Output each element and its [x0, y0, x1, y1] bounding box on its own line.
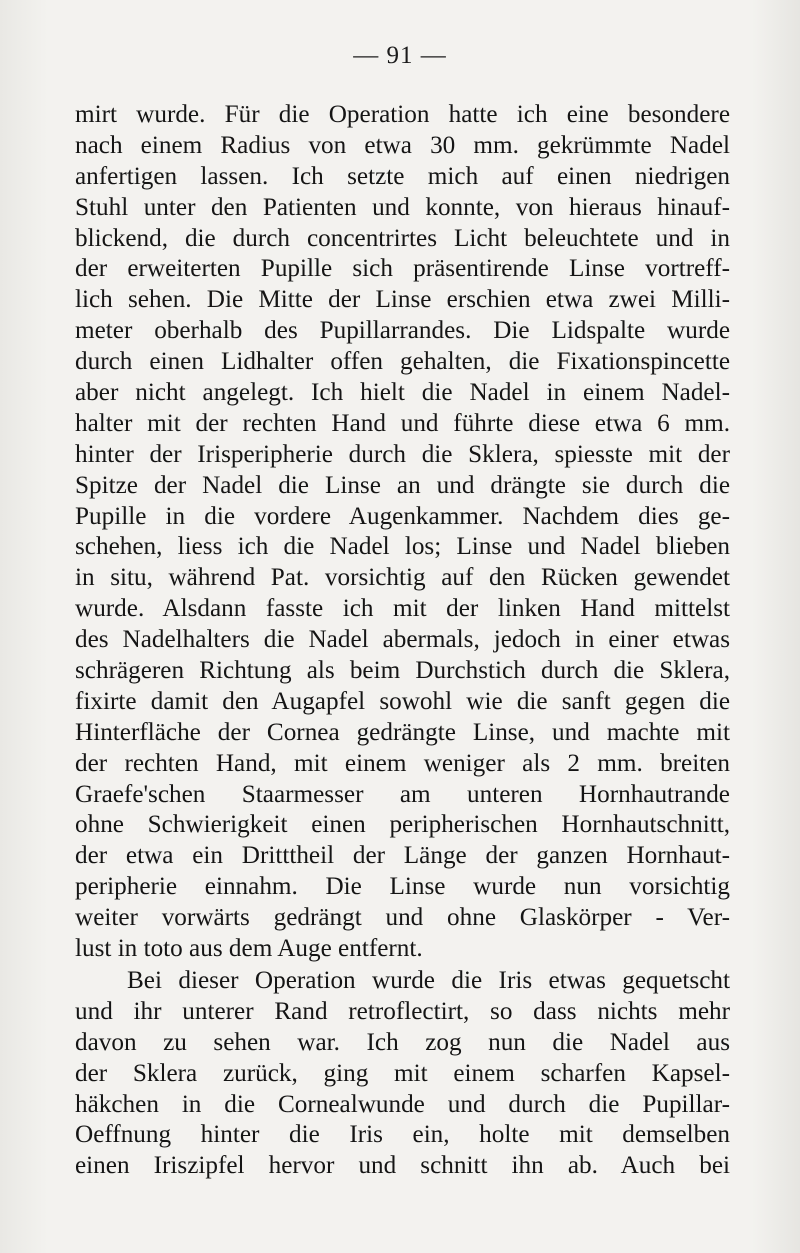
text-line: häkchen in die Cornealwunde und durch die Pupillar-	[75, 1090, 730, 1118]
text-line: Hinterfläche der Cornea gedrängte Linse, und machte mit	[75, 718, 730, 746]
text-line: in situ, während Pat. vorsichtig auf den Rücken gewendet	[75, 564, 730, 592]
text-line: durch einen Lidhalter offen gehalten, die Fixationspincette	[75, 348, 730, 376]
text-line: der erweiterten Pupille sich präsentirende Linse vortreff-	[75, 255, 730, 283]
text-line: peripherie einnahm. Die Linse wurde nun vorsichtig	[75, 873, 730, 901]
text-line: wurde. Alsdann fasste ich mit der linken Hand mittelst	[75, 595, 730, 623]
text-line: fixirte damit den Augapfel sowohl wie die sanft gegen die	[75, 687, 730, 715]
text-line: mirt wurde. Für die Operation hatte ich eine besondere	[75, 101, 730, 128]
text-line: einen Iriszipfel hervor und schnitt ihn ab. Auch bei	[75, 1152, 730, 1180]
text-line: schehen, liess ich die Nadel los; Linse und Nadel blieben	[75, 533, 730, 561]
text-line: ohne Schwierigkeit einen peripherischen Hornhautschnitt,	[75, 811, 730, 839]
text-line: nach einem Radius von etwa 30 mm. gekrümmte Nadel	[75, 131, 730, 159]
text-line: halter mit der rechten Hand und führte diese etwa 6 mm.	[75, 409, 730, 437]
text-line: anfertigen lassen. Ich setzte mich auf einen niedrigen	[75, 162, 730, 190]
text-line: Stuhl unter den Patienten und konnte, von hieraus hinauf-	[75, 193, 730, 221]
text-line: der rechten Hand, mit einem weniger als 2 mm. breiten	[75, 749, 730, 777]
text-line: Oeffnung hinter die Iris ein, holte mit demselben	[75, 1121, 730, 1149]
text-line: der Sklera zurück, ging mit einem scharfen Kapsel-	[75, 1059, 730, 1087]
paragraph-2	[75, 966, 730, 1182]
text-line: hinter der Irisperipherie durch die Sklera, spiesste mit der	[75, 440, 730, 468]
text-line: lich sehen. Die Mitte der Linse erschien etwa zwei Milli-	[75, 286, 730, 314]
body-text	[75, 100, 730, 1182]
text-line: aber nicht angelegt. Ich hielt die Nadel in einem Nadel-	[75, 379, 730, 407]
text-line: blickend, die durch concentrirtes Licht beleuchtete und in	[75, 224, 730, 252]
text-line: Bei dieser Operation wurde die Iris etwas gequetscht	[127, 966, 730, 994]
text-line: davon zu sehen war. Ich zog nun die Nadel aus	[75, 1028, 730, 1056]
text-line: weiter vorwärts gedrängt und ohne Glaskörper - Ver-	[75, 904, 730, 932]
paragraph-1	[75, 100, 730, 965]
text-line: schrägeren Richtung als beim Durchstich durch die Sklera,	[75, 657, 730, 685]
text-line: Pupille in die vordere Augenkammer. Nachdem dies ge-	[75, 502, 730, 530]
text-line: der etwa ein Dritttheil der Länge der ganzen Hornhaut-	[75, 842, 730, 870]
text-line: Spitze der Nadel die Linse an und drängte sie durch die	[75, 471, 730, 499]
text-line: lust in toto aus dem Auge entfernt.	[75, 935, 423, 963]
page-number: — 91 —	[353, 42, 447, 69]
text-line: des Nadelhalters die Nadel abermals, jedoch in einer etwas	[75, 626, 730, 654]
text-line: meter oberhalb des Pupillarrandes. Die Lidspalte wurde	[75, 317, 730, 345]
text-line: und ihr unterer Rand retroflectirt, so dass nichts mehr	[75, 997, 730, 1025]
text-line: Graefe'schen Staarmesser am unteren Hornhautrande	[75, 780, 730, 808]
